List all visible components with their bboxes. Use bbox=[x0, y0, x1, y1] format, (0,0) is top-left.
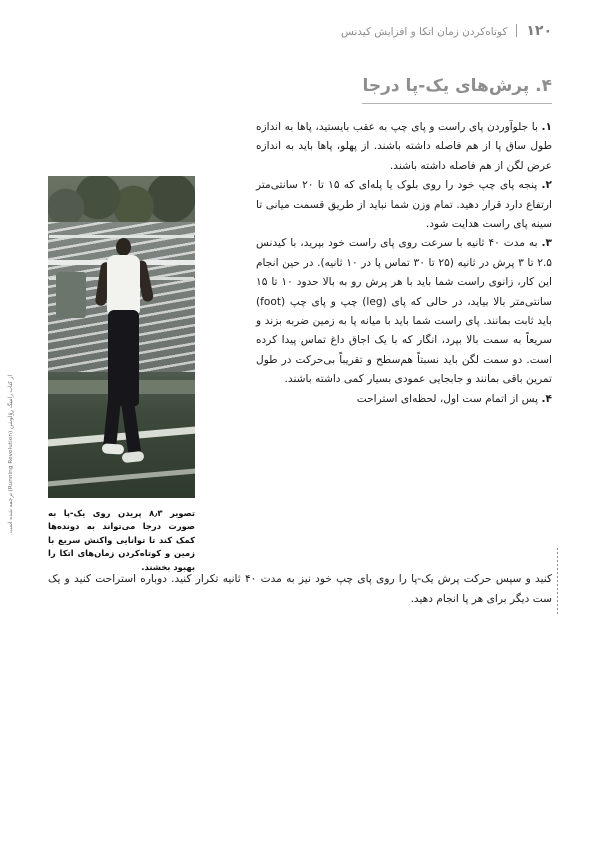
list-item-3 bbox=[256, 234, 552, 389]
figure-caption-text: پریدن روی یک‌-پا به صورت درجا می‌تواند به دونده‌ها کمک کند تا توانایی واکنش سریع با زمین و کوتاه‌کردن زمان‌های اتکا را بهبود بخشند. bbox=[48, 508, 195, 572]
figure-photo bbox=[48, 176, 195, 498]
list-item-2 bbox=[256, 176, 552, 234]
athlete-shirt bbox=[107, 255, 140, 315]
latin-term-leg: (leg) bbox=[362, 295, 387, 308]
margin-dotted-rule bbox=[557, 548, 558, 614]
list-item-2-number: ۲. bbox=[541, 179, 552, 192]
list-item-3-text-a: به مدت ۴۰ ثانیه با سرعت روی پای راست خود بپرید، با کیدنس ۲.۵ تا ۳ پرش در ثانیه (۲۵ تا ۳۰ تماس پا در ۱۰ ثانیه). در حین انجام این کار، زانوی راست شما باید با هر پرش رو به بالا حدود ۱۰ تا ۱۵ سانتی‌متر بالا بیاید، در حالی که پای bbox=[256, 237, 552, 308]
body-text-column bbox=[256, 118, 552, 409]
running-header-title: کوتاه‌کردن زمان اتکا و افزایش کیدنس bbox=[340, 26, 508, 38]
list-item-1-text: با جلوآوردن پای راست و پای چپ به عقب بایستید، پاها به اندازه طول ساق پا از هم فاصله داشته باشند. از پهلو، پاها باید به اندازه عرض لگن از هم فاصله داشته باشند. bbox=[256, 121, 552, 172]
list-item-4-continuation bbox=[48, 570, 552, 609]
running-header bbox=[48, 22, 552, 39]
list-item-4-first-line bbox=[256, 390, 552, 409]
list-item-3-text-c: باید ثابت بمانند. پای راست شما باید با میانه پا به زمین ضربه بزند و سریعاً به سمت بالا بپرد، انگار که با یک اجاق داغ تماس پیدا کرده است. دو سمت لگن باید نسبتاً هم‌سطح و تقریباً بی‌حرکت در طول تمرین باقی بمانند و جابجایی عمودی بسیار کمی داشته باشند. bbox=[256, 315, 552, 386]
athlete-front-shoe bbox=[102, 443, 125, 455]
photo-athlete bbox=[98, 238, 150, 488]
list-item-4-number: ۴. bbox=[541, 392, 552, 405]
list-item-1 bbox=[256, 118, 552, 176]
photo-trash-bin bbox=[56, 272, 86, 318]
list-item-2-text: پنجه پای چپ خود را روی بلوک یا پله‌ای که ۱۵ تا ۲۰ سانتی‌متر ارتفاع دارد قرار دهید. تمام وزن شما نباید از طریق قسمت میانی تا سینه پای راست هدایت شود. bbox=[256, 179, 552, 231]
athlete-back-shoe bbox=[122, 451, 145, 463]
figure-caption-label: تصویر ۸٫۳ bbox=[149, 508, 196, 518]
latin-term-foot: (foot) bbox=[256, 295, 286, 308]
header-divider bbox=[516, 24, 517, 37]
photo-trees bbox=[48, 176, 195, 228]
list-item-1-number: ۱. bbox=[541, 121, 552, 133]
figure bbox=[48, 176, 195, 574]
section-title: ۴. پرش‌های یک-پا درجا bbox=[362, 74, 552, 104]
figure-caption bbox=[48, 507, 195, 574]
list-item-4-text-rest: کنید و سپس حرکت پرش یک‌-پا را روی پای چپ خود نیز به مدت ۴۰ ثانیه تکرار کنید. دوباره استراحت کنید و یک ست دیگر برای هر پا انجام دهید. bbox=[48, 573, 553, 605]
list-item-3-number: ۳. bbox=[541, 237, 552, 250]
page-number: ۱۲۰ bbox=[526, 23, 552, 39]
section-title-wrapper bbox=[48, 74, 552, 104]
margin-credit: از کتاب رانینگ رِوُلوشن (Running Revolution) ترجمه شده است. bbox=[8, 375, 14, 536]
athlete-head bbox=[116, 238, 131, 256]
list-item-3-text-b: چپ و پای چپ bbox=[285, 295, 363, 308]
list-item-4-text-head: پس از اتمام ست اول، لحظه‌ای استراحت bbox=[356, 392, 542, 405]
